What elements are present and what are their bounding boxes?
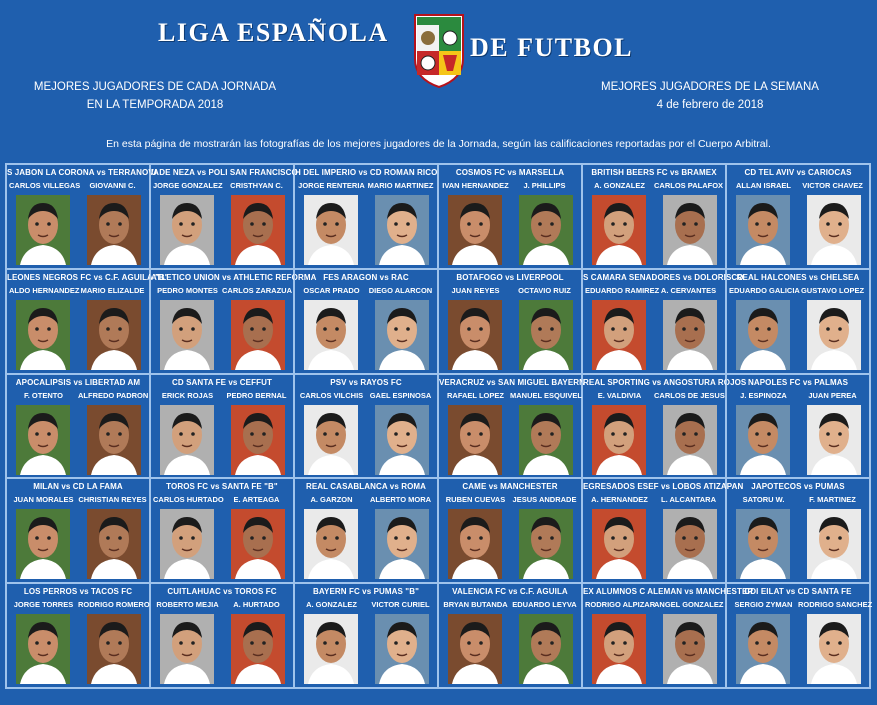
match-cell bbox=[294, 374, 438, 479]
player-name: JUAN PEREA bbox=[808, 390, 857, 400]
player-name: RODRIGO SANCHEZ bbox=[798, 600, 873, 610]
player-photo bbox=[519, 509, 573, 579]
intro-text: En esta página de mostrarán las fotografías de los mejores jugadores de la Jornada, según las calificaciones reportadas por el Cuerpo Arbitral. bbox=[106, 138, 771, 150]
player-photos bbox=[439, 509, 581, 579]
player-names bbox=[729, 391, 867, 400]
player-photos bbox=[7, 195, 149, 265]
match-title: APOCALIPSIS vs LIBERTAD AM bbox=[15, 377, 141, 387]
match-title: VALENCIA FC vs C.F. AGUILA bbox=[452, 587, 568, 597]
player-photos bbox=[439, 614, 581, 684]
player-names bbox=[297, 286, 435, 295]
player-name: CARLOS HURTADO bbox=[153, 495, 224, 505]
player-name: A. GONZALEZ bbox=[594, 181, 645, 190]
player-photo bbox=[807, 405, 861, 475]
match-cell bbox=[6, 374, 150, 479]
player-name: ERICK ROJAS bbox=[161, 390, 214, 400]
player-names bbox=[441, 181, 579, 190]
player-name: SATORU W. bbox=[742, 495, 785, 505]
title-de-futbol: DE FUTBOL bbox=[470, 33, 634, 62]
player-photo bbox=[736, 614, 790, 684]
player-name: CARLOS VILLEGAS bbox=[9, 181, 81, 190]
match-title: ATLETICO UNION vs ATHLETIC REFORMA bbox=[151, 272, 317, 282]
match-cell bbox=[582, 269, 744, 374]
player-photo bbox=[375, 509, 429, 579]
player-photo bbox=[375, 300, 429, 370]
player-names bbox=[585, 600, 723, 609]
player-name: A. HURTADO bbox=[233, 600, 280, 610]
player-photo bbox=[87, 195, 141, 265]
player-names bbox=[9, 495, 147, 504]
match-cell bbox=[150, 478, 294, 583]
player-photo bbox=[16, 300, 70, 370]
player-photo bbox=[16, 195, 70, 265]
match-cell bbox=[438, 269, 582, 374]
player-photo bbox=[519, 614, 573, 684]
player-name: CARLOS ZARAZUA bbox=[222, 285, 292, 295]
player-names bbox=[153, 495, 291, 504]
match-cell bbox=[294, 478, 438, 583]
season-heading-line1: MEJORES JUGADORES DE CADA JORNADA bbox=[33, 81, 277, 93]
player-photo bbox=[375, 195, 429, 265]
match-cell bbox=[150, 164, 298, 269]
match-cell bbox=[582, 164, 726, 269]
player-name: RODRIGO ALPIZAR bbox=[585, 600, 656, 610]
player-photo bbox=[160, 509, 214, 579]
player-photo bbox=[231, 300, 285, 370]
player-photos bbox=[151, 300, 293, 370]
player-photo bbox=[519, 300, 573, 370]
player-photos bbox=[7, 614, 149, 684]
match-title: EGRESADOS ESEF vs LOBOS ATIZAPAN bbox=[583, 482, 744, 492]
player-name: GIOVANNI C. bbox=[89, 181, 136, 190]
player-name: ALDO HERNANDEZ bbox=[9, 285, 80, 295]
match-title: LOS PERROS vs TACOS FC bbox=[23, 587, 133, 597]
player-name: EDUARDO RAMIREZ bbox=[585, 285, 660, 295]
match-cell bbox=[6, 269, 169, 374]
player-photo bbox=[16, 405, 70, 475]
match-cell bbox=[726, 164, 870, 269]
player-names bbox=[441, 495, 579, 504]
player-photos bbox=[727, 300, 869, 370]
player-photos bbox=[295, 614, 437, 684]
player-name: OCTAVIO RUIZ bbox=[518, 285, 571, 295]
player-name: GAEL ESPINOSA bbox=[369, 390, 432, 400]
match-cell bbox=[294, 164, 438, 269]
player-name: PEDRO BERNAL bbox=[226, 390, 287, 400]
match-title: REAL HALCONES vs CHELSEA bbox=[736, 272, 860, 282]
player-photos bbox=[7, 405, 149, 475]
player-photo bbox=[448, 405, 502, 475]
player-name: EDUARDO LEYVA bbox=[512, 600, 577, 610]
player-names bbox=[9, 181, 147, 190]
player-photo bbox=[592, 509, 646, 579]
match-cell bbox=[438, 374, 586, 479]
match-cell bbox=[150, 583, 294, 688]
player-photo bbox=[375, 405, 429, 475]
player-names bbox=[585, 391, 723, 400]
match-title: REAL CASABLANCA vs ROMA bbox=[305, 482, 427, 492]
player-name: A. GONZALEZ bbox=[306, 600, 357, 610]
player-names bbox=[153, 286, 291, 295]
player-name: JESUS ANDRADE bbox=[512, 495, 577, 505]
player-name: F. MARTINEZ bbox=[809, 495, 856, 505]
player-photo bbox=[87, 614, 141, 684]
player-names bbox=[585, 181, 723, 190]
player-name: L. ALCANTARA bbox=[661, 495, 716, 505]
match-title: CUITLAHUAC vs TOROS FC bbox=[167, 587, 277, 597]
player-name: E. VALDIVIA bbox=[597, 390, 642, 400]
player-photos bbox=[583, 405, 725, 475]
player-name: BRYAN BUTANDA bbox=[443, 600, 508, 610]
season-heading bbox=[20, 78, 290, 114]
player-photo bbox=[160, 405, 214, 475]
player-photo bbox=[519, 405, 573, 475]
player-name: EDUARDO GALICIA bbox=[729, 285, 800, 295]
player-name: ALFREDO PADRON bbox=[78, 390, 149, 400]
player-photos bbox=[151, 405, 293, 475]
player-names bbox=[9, 600, 150, 610]
match-title: LEONES NEGROS FC vs C.F. AGUILA "B" bbox=[7, 272, 169, 282]
match-cell bbox=[438, 164, 582, 269]
match-cell bbox=[726, 269, 870, 374]
match-title: FES ARAGON vs RAC bbox=[323, 272, 409, 282]
player-name: A. HERNANDEZ bbox=[591, 495, 648, 505]
player-names bbox=[729, 495, 867, 504]
match-cell bbox=[438, 478, 582, 583]
player-photo bbox=[304, 195, 358, 265]
player-names bbox=[297, 600, 435, 609]
player-photo bbox=[592, 300, 646, 370]
player-name: A. CERVANTES bbox=[660, 285, 717, 295]
player-name: CARLOS PALAFOX bbox=[654, 181, 724, 190]
player-names bbox=[729, 286, 867, 295]
player-names bbox=[441, 286, 579, 295]
player-name: RAFAEL LOPEZ bbox=[447, 390, 504, 400]
player-photo bbox=[16, 614, 70, 684]
match-cell bbox=[582, 374, 747, 479]
player-photos bbox=[727, 509, 869, 579]
match-title: EX ALUMNOS C ALEMAN vs MANCHESTER bbox=[583, 587, 754, 597]
match-title: CD SANTA FE vs CEFFUT bbox=[172, 377, 272, 387]
player-photo bbox=[304, 405, 358, 475]
match-title: JAPOTECOS vs PUMAS bbox=[751, 482, 845, 492]
player-name: ROBERTO MEJIA bbox=[156, 600, 219, 610]
player-name: MARIO MARTINEZ bbox=[367, 181, 434, 190]
match-cell bbox=[6, 478, 150, 583]
player-names bbox=[297, 495, 435, 504]
player-photo bbox=[448, 300, 502, 370]
player-photos bbox=[583, 614, 725, 684]
player-photo bbox=[87, 405, 141, 475]
player-photos bbox=[439, 300, 581, 370]
player-name: SERGIO ZYMAN bbox=[734, 600, 793, 610]
match-title: H DEL IMPERIO vs CD ROMAN RICO bbox=[295, 168, 438, 177]
player-name: GUSTAVO LOPEZ bbox=[800, 285, 865, 295]
player-photo bbox=[736, 300, 790, 370]
player-photo bbox=[663, 614, 717, 684]
match-cell bbox=[726, 478, 870, 583]
player-photos bbox=[583, 300, 725, 370]
match-title: VERACRUZ vs SAN MIGUEL BAYERN bbox=[439, 377, 586, 387]
player-photo bbox=[231, 195, 285, 265]
player-photo bbox=[375, 614, 429, 684]
match-cell bbox=[438, 583, 582, 688]
player-photo bbox=[160, 300, 214, 370]
player-photo bbox=[16, 509, 70, 579]
player-photo bbox=[160, 195, 214, 265]
player-photo bbox=[519, 195, 573, 265]
player-name: F. OTENTO bbox=[23, 390, 64, 400]
player-photo bbox=[304, 509, 358, 579]
match-cell bbox=[150, 374, 294, 479]
player-photos bbox=[727, 405, 869, 475]
match-title: BOTAFOGO vs LIVERPOOL bbox=[456, 272, 564, 282]
player-names bbox=[153, 600, 291, 609]
player-name: JORGE RENTERIA bbox=[298, 181, 365, 190]
player-photo bbox=[304, 614, 358, 684]
player-photo bbox=[807, 509, 861, 579]
match-title: CDI EILAT vs CD SANTA FE bbox=[744, 587, 852, 597]
player-photos bbox=[439, 195, 581, 265]
player-name: RODRIGO ROMERO bbox=[78, 600, 150, 610]
player-photo bbox=[592, 195, 646, 265]
week-heading-line1: MEJORES JUGADORES DE LA SEMANA bbox=[601, 81, 819, 93]
match-title: COSMOS FC vs MARSELLA bbox=[455, 168, 565, 177]
player-name: E. ARTEAGA bbox=[233, 495, 280, 505]
match-title: CAME vs MANCHESTER bbox=[462, 482, 558, 492]
match-title: MILAN vs CD LA FAMA bbox=[33, 482, 123, 492]
player-names bbox=[153, 391, 291, 400]
player-names bbox=[585, 286, 723, 295]
player-photo bbox=[807, 614, 861, 684]
player-name: IVAN HERNANDEZ bbox=[442, 181, 509, 190]
match-cell bbox=[294, 269, 438, 374]
match-title: NAPOLES FC vs PALMAS bbox=[747, 377, 849, 387]
player-name: J. PHILLIPS bbox=[523, 181, 566, 190]
player-photos bbox=[295, 405, 437, 475]
player-photo bbox=[592, 614, 646, 684]
player-names bbox=[729, 600, 873, 610]
player-name: CRISTHYAN C. bbox=[230, 181, 283, 190]
player-name: JUAN MORALES bbox=[13, 495, 74, 505]
player-name: ALBERTO MORA bbox=[369, 495, 432, 505]
player-name: VICTOR CHAVEZ bbox=[802, 181, 863, 190]
player-photos bbox=[583, 509, 725, 579]
week-heading-date: 4 de febrero de 2018 bbox=[656, 99, 764, 111]
player-photos bbox=[295, 195, 437, 265]
match-cell bbox=[6, 164, 160, 269]
player-photo bbox=[448, 614, 502, 684]
player-name: ALLAN ISRAEL bbox=[736, 181, 791, 190]
player-photo bbox=[160, 614, 214, 684]
players-grid bbox=[5, 163, 871, 689]
player-names bbox=[9, 391, 147, 400]
match-title: CD TEL AVIV vs CARIOCAS bbox=[744, 168, 852, 177]
player-photos bbox=[727, 614, 869, 684]
player-photo bbox=[736, 405, 790, 475]
player-photo bbox=[807, 300, 861, 370]
league-crest-logo bbox=[413, 13, 465, 89]
player-photos bbox=[151, 195, 293, 265]
player-photos bbox=[151, 614, 293, 684]
player-photo bbox=[663, 509, 717, 579]
player-photos bbox=[583, 195, 725, 265]
player-names bbox=[441, 600, 579, 609]
player-photo bbox=[592, 405, 646, 475]
player-name: MARIO ELIZALDE bbox=[80, 285, 145, 295]
player-photo bbox=[736, 195, 790, 265]
player-names bbox=[729, 181, 867, 190]
match-cell bbox=[726, 374, 870, 479]
match-cell bbox=[582, 583, 754, 688]
player-name: RUBEN CUEVAS bbox=[445, 495, 506, 505]
player-photo bbox=[663, 300, 717, 370]
player-names bbox=[297, 181, 435, 190]
title-liga-espanola: LIGA ESPAÑOLA bbox=[158, 18, 389, 47]
player-names bbox=[153, 181, 291, 190]
match-title: S JABON LA CORONA vs TERRANOVA bbox=[7, 168, 160, 177]
match-cell bbox=[294, 583, 438, 688]
player-photo bbox=[231, 405, 285, 475]
player-photos bbox=[727, 195, 869, 265]
player-photo bbox=[304, 300, 358, 370]
player-name: CHRISTIAN REYES bbox=[78, 495, 147, 505]
player-names bbox=[297, 391, 435, 400]
match-title: REAL SPORTING vs ANGOSTURA ROJOS bbox=[583, 377, 747, 387]
player-photos bbox=[7, 300, 149, 370]
match-title: S CAMARA SENADORES vs DOLORISCO bbox=[583, 272, 744, 282]
player-name: ANGEL GONZALEZ bbox=[654, 600, 724, 610]
player-photo bbox=[231, 614, 285, 684]
player-photos bbox=[295, 300, 437, 370]
player-photos bbox=[7, 509, 149, 579]
player-photo bbox=[87, 509, 141, 579]
week-heading bbox=[560, 78, 860, 114]
match-cell bbox=[726, 583, 873, 688]
player-name: CARLOS VILCHIS bbox=[299, 390, 364, 400]
player-names bbox=[441, 390, 582, 400]
player-name: J. ESPINOZA bbox=[740, 390, 787, 400]
player-name: OSCAR PRADO bbox=[303, 285, 360, 295]
match-cell bbox=[6, 583, 150, 688]
match-title: U DE NEZA vs POLI SAN FRANCISCO bbox=[151, 168, 298, 177]
match-title: PSV vs RAYOS FC bbox=[330, 377, 402, 387]
player-names bbox=[9, 286, 147, 295]
match-cell bbox=[582, 478, 744, 583]
player-photo bbox=[807, 195, 861, 265]
season-heading-line2: EN LA TEMPORADA 2018 bbox=[86, 99, 224, 111]
player-name: CARLOS DE JESUS bbox=[654, 390, 725, 400]
player-photos bbox=[439, 405, 581, 475]
player-photo bbox=[231, 509, 285, 579]
match-title: TOROS FC vs SANTA FE "B" bbox=[166, 482, 278, 492]
player-photo bbox=[87, 300, 141, 370]
player-photo bbox=[663, 195, 717, 265]
player-photo bbox=[663, 405, 717, 475]
player-name: VICTOR CURIEL bbox=[371, 600, 430, 610]
player-photos bbox=[295, 509, 437, 579]
player-name: JORGE GONZALEZ bbox=[153, 181, 223, 190]
player-photo bbox=[736, 509, 790, 579]
player-photo bbox=[448, 509, 502, 579]
player-name: JUAN REYES bbox=[451, 285, 500, 295]
match-cell bbox=[150, 269, 317, 374]
player-names bbox=[585, 495, 723, 504]
player-name: A. GARZON bbox=[310, 495, 353, 505]
match-title: BAYERN FC vs PUMAS "B" bbox=[313, 587, 419, 597]
player-name: JORGE TORRES bbox=[13, 600, 74, 610]
player-photo bbox=[448, 195, 502, 265]
player-name: DIEGO ALARCON bbox=[368, 285, 433, 295]
player-name: PEDRO MONTES bbox=[157, 285, 218, 295]
player-photos bbox=[151, 509, 293, 579]
match-title: BRITISH BEERS FC vs BRAMEX bbox=[591, 168, 717, 177]
player-name: MANUEL ESQUIVEL bbox=[510, 390, 582, 400]
